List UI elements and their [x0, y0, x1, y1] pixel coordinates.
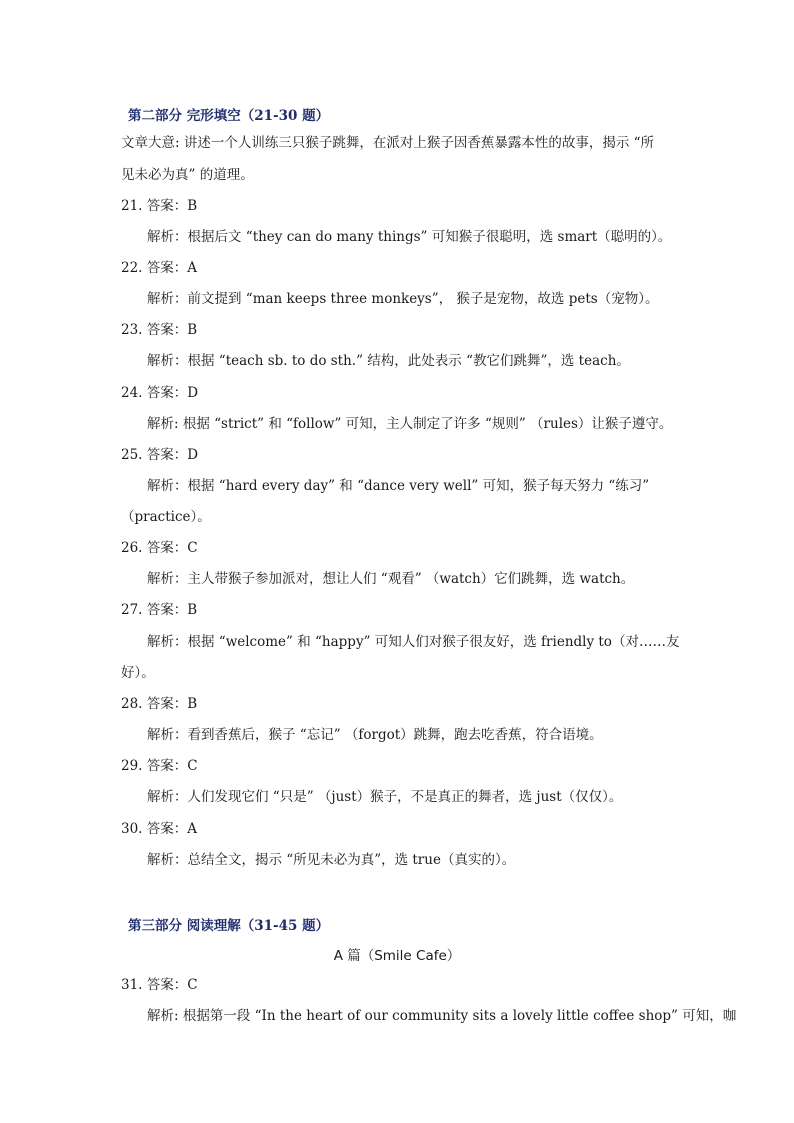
explanation-23: 解析：根据 “teach sb. to do sth.” 结构，此处表示 “教它们跳舞”，选 teach。	[147, 353, 630, 369]
answer-26: 26. 答案：C	[121, 540, 198, 556]
explanation-24: 解析: 根据 “strict” 和 “follow” 可知，主人制定了许多 “规则” （rules）让猴子遵守。	[147, 416, 673, 432]
part2-heading: 第二部分 完形填空（21-30 题）	[128, 108, 330, 124]
explanation-22: 解析：前文提到 “man keeps three monkeys”， 猴子是宠物，故选 pets（宠物）。	[147, 291, 659, 307]
explanation-27-cont: 好）。	[121, 665, 155, 681]
answer-30: 30. 答案：A	[121, 821, 198, 837]
part2-summary-line1: 文章大意: 讲述一个人训练三只猴子跳舞，在派对上猴子因香蕉暴露本性的故事，揭示 “所	[121, 135, 655, 151]
explanation-21: 解析：根据后文 “they can do many things” 可知猴子很聪明，选 smart（聪明的）。	[147, 229, 672, 245]
answer-23: 23. 答案：B	[121, 322, 198, 338]
answer-21: 21. 答案：B	[121, 198, 198, 214]
explanation-25: 解析：根据 “hard every day” 和 “dance very well” 可知，猴子每天努力 “练习”	[147, 478, 650, 494]
answer-29: 29. 答案：C	[121, 758, 198, 774]
answer-24: 24. 答案：D	[121, 385, 199, 401]
part3-subtitle: A 篇（Smile Cafe）	[333, 948, 461, 964]
answer-28: 28. 答案：B	[121, 696, 198, 712]
answer-31: 31. 答案：C	[121, 977, 198, 993]
explanation-30: 解析：总结全文，揭示 “所见未必为真”，选 true（真实的）。	[147, 852, 516, 868]
answer-22: 22. 答案：A	[121, 260, 198, 276]
explanation-25-cont: （practice）。	[121, 509, 211, 525]
explanation-31: 解析: 根据第一段 “In the heart of our community sits a lovely little coffee shop” 可知，咖	[147, 1008, 737, 1024]
answer-25: 25. 答案：D	[121, 447, 199, 463]
answer-27: 27. 答案：B	[121, 602, 198, 618]
explanation-29: 解析：人们发现它们 “只是” （just）猴子，不是真正的舞者，选 just（仅仅）。	[147, 789, 623, 805]
explanation-27: 解析：根据 “welcome” 和 “happy” 可知人们对猴子很友好，选 friendly to（对……友	[147, 634, 680, 650]
part2-summary-line2: 见未必为真” 的道理。	[121, 167, 254, 183]
part3-heading: 第三部分 阅读理解（31-45 题）	[128, 918, 330, 934]
explanation-26: 解析：主人带猴子参加派对，想让人们 “观看” （watch）它们跳舞，选 watch。	[147, 571, 635, 587]
explanation-28: 解析：看到香蕉后，猴子 “忘记” （forgot）跳舞，跑去吃香蕉，符合语境。	[147, 727, 603, 743]
